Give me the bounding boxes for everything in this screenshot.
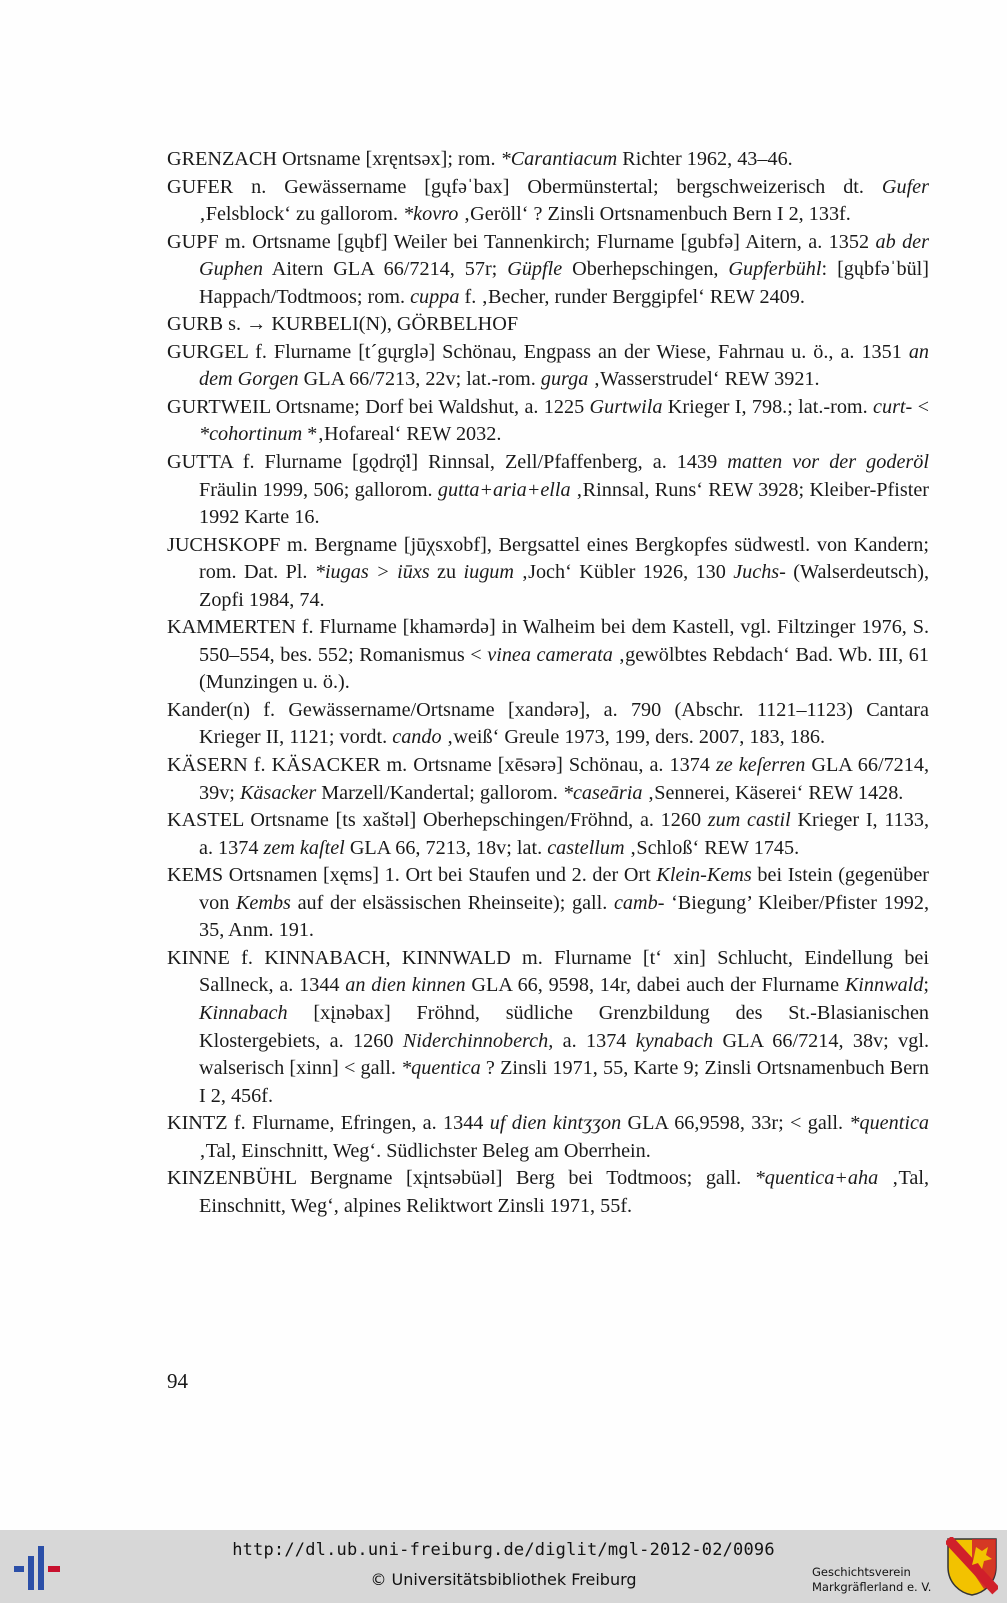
italic-text: Güpfle xyxy=(507,258,563,281)
entry-text: ‚gewölbtes Rebdach‘ Bad. Wb. III, 61 (Munzingen u. ö.). xyxy=(199,643,929,694)
entry-text: ‚Felsblock‘ zu gallorom. xyxy=(199,203,404,226)
dictionary-entry xyxy=(167,339,929,394)
italic-text: *Carantiacum xyxy=(500,148,618,170)
dictionary-entry xyxy=(167,532,929,615)
footer-bar xyxy=(0,1530,1007,1603)
dictionary-entry xyxy=(167,311,929,339)
dictionary-entry xyxy=(167,1110,929,1165)
entry-text: ‚Wasserstrudel‘ REW 3921. xyxy=(588,368,820,391)
dictionary-entry xyxy=(167,146,929,174)
entry-text: GRENZACH Ortsname [xręntsəx]; rom. xyxy=(167,148,501,170)
entry-text: KEMS Ortsnamen [xęms] 1. Ort bei Staufen und 2. der Ort xyxy=(167,864,657,887)
italic-text: Juchs- xyxy=(733,561,786,584)
entry-text: KINNE f. KINNABACH, KINNWALD m. Flurname [t‘ xin] Schlucht, Eindellung bei Sallneck, a. 1344 xyxy=(167,946,929,997)
entry-text: (Walserdeutsch), Zopfi 1984, 74. xyxy=(199,561,929,611)
italic-text: castellum xyxy=(547,836,625,859)
entry-text: *‚Hofareal‘ REW 2032. xyxy=(302,423,502,446)
source-url-link[interactable]: http://dl.ub.uni-freiburg.de/diglit/mgl-2012-02/0096 xyxy=(232,1540,775,1560)
society-line-1: Geschichtsverein xyxy=(812,1565,911,1579)
entry-text: ‚Tal, Einschnitt, Weg‘, alpines Reliktwort Zinsli 1971, 55f. xyxy=(199,1167,930,1217)
entry-text: ; xyxy=(923,974,929,997)
entry-text: zu xyxy=(429,561,464,584)
italic-text: Kinnwald xyxy=(844,974,924,997)
italic-text: *cohortinum xyxy=(199,423,303,446)
italic-text: camb- xyxy=(613,891,665,914)
entry-text: Richter 1962, 43–46. xyxy=(617,148,793,170)
entry-text: GLA 66,9598, 33r; < gall. xyxy=(621,1112,850,1135)
entry-text: ‚Geröll‘ ? Zinsli Ortsnamenbuch Bern I 2, 133f. xyxy=(458,203,851,226)
entry-text: [xįnəbax] Fröhnd, südliche Grenzbildung des St.-Blasianischen Klostergebiets, a. 1260 xyxy=(199,1001,929,1052)
entry-text: Fräulin 1999, 506; gallorom. xyxy=(199,478,438,501)
dictionary-entry xyxy=(167,862,929,945)
copyright-notice: © Universitätsbibliothek Freiburg xyxy=(370,1570,637,1589)
entry-text: GUTTA f. Flurname [gǫdrǫ̈l] Rinnsal, Zell/Pfaffenberg, a. 1439 xyxy=(167,451,728,474)
entry-text: KAMMERTEN f. Flurname [khamərdə] in Walheim bei dem Kastell, vgl. Filtzinger 1976, S. 550–554, bes. 552; Romanismus < xyxy=(167,616,929,666)
italic-text: curt- xyxy=(873,395,913,418)
entry-text: GLA 66/7214, 39v; xyxy=(199,754,929,804)
coat-of-arms-icon xyxy=(946,1537,998,1597)
italic-text: zem kaſtel xyxy=(263,836,345,859)
italic-text: kynabach xyxy=(635,1029,714,1052)
italic-text: *quentica xyxy=(401,1057,481,1080)
dictionary-entry xyxy=(167,449,929,532)
italic-text: Klein-Kems xyxy=(656,864,752,887)
italic-text: ab der Guphen xyxy=(199,230,929,281)
entry-text: GLA 66/7213, 22v; lat.-rom. xyxy=(298,368,541,391)
italic-text: *quentica+aha xyxy=(754,1167,879,1190)
dictionary-entry xyxy=(167,945,929,1110)
italic-text: Kembs xyxy=(235,891,291,914)
society-name xyxy=(812,1565,931,1595)
entry-text: ‚Rinnsal, Runs‘ REW 3928; Kleiber-Pfister 1992 Karte 16. xyxy=(199,478,929,529)
entry-text: ‚weiß‘ Greule 1973, 199, ders. 2007, 183, 186. xyxy=(441,726,826,749)
entry-text: GLA 66/7214, 38v; vgl. walserisch [xinn] < gall. xyxy=(199,1029,929,1080)
entry-text: a. 1374 xyxy=(553,1029,636,1052)
italic-text: Niderchinnoberch, xyxy=(402,1029,554,1052)
entry-text: KINZENBÜHL Bergname [xįntsəbüəl] Berg bei Todtmoos; gall. xyxy=(167,1167,755,1190)
entry-text: KÄSERN f. KÄSACKER m. Ortsname [xēsərə] Schönau, a. 1374 xyxy=(167,754,716,777)
dictionary-entry xyxy=(167,697,929,752)
italic-text: *kovro xyxy=(403,203,459,226)
italic-text: uf dien kintʒʒon xyxy=(489,1112,622,1135)
italic-text: Gurtwila xyxy=(589,395,663,418)
italic-text: matten vor der goderöl xyxy=(727,451,929,474)
entry-text: Aitern GLA 66/7214, 57r; xyxy=(262,258,508,281)
entry-text: ‚Schloß‘ REW 1745. xyxy=(624,836,800,859)
italic-text: *quentica xyxy=(849,1112,929,1135)
italic-text: ze keſerren xyxy=(715,754,806,777)
entry-text: GUFER n. Gewässername [gųfəˈbax] Obermünstertal; bergschweizerisch dt. xyxy=(167,175,882,198)
italic-text: zum castil xyxy=(707,809,791,832)
italic-text: cuppa xyxy=(410,285,460,308)
entry-text: Krieger I, 1133, a. 1374 xyxy=(199,809,929,859)
entry-text: GURGEL f. Flurname [t´gųrglə] Schönau, Engpass an der Wiese, Fahrnau u. ö., a. 1351 xyxy=(167,340,909,363)
entry-text: ‚Sennerei, Käserei‘ REW 1428. xyxy=(642,781,904,804)
entry-text: GURTWEIL Ortsname; Dorf bei Waldshut, a. 1225 xyxy=(167,395,590,418)
entry-text: bei Istein (gegenüber von xyxy=(199,864,930,914)
italic-text: gurga xyxy=(540,368,589,391)
entry-text: GLA 66, 7213, 18v; lat. xyxy=(344,836,548,859)
entry-text: auf der elsässischen Rheinseite); gall. xyxy=(290,891,614,914)
entry-text: GUPF m. Ortsname [gųbf] Weiler bei Tannenkirch; Flurname [gubfə] Aitern, a. 1352 xyxy=(167,230,876,253)
entry-text: JUCHSKOPF m. Bergname [jūχsxobf], Bergsattel eines Bergkopfes südwestl. von Kandern; rom. Dat. Pl. xyxy=(167,533,929,584)
italic-text: an dem Gorgen xyxy=(199,340,929,391)
entry-text: Krieger I, 798.; lat.-rom. xyxy=(662,395,874,418)
dictionary-entry xyxy=(167,807,929,862)
italic-text: Käsacker xyxy=(239,781,317,804)
entry-text: ‚Tal, Einschnitt, Weg‘. Südlichster Beleg am Oberrhein. xyxy=(199,1139,651,1162)
society-line-2: Markgräflerland e. V. xyxy=(812,1580,932,1594)
italic-text: an dien kinnen xyxy=(345,974,466,997)
italic-text: *iugas > iūxs xyxy=(314,561,430,584)
italic-text: Gufer xyxy=(881,175,929,198)
italic-text: vinea camerata xyxy=(487,643,613,666)
entry-text: GLA 66, 9598, 14r, dabei auch der Flurname xyxy=(465,974,845,997)
page-number: 94 xyxy=(167,1369,188,1393)
entry-text: KINTZ f. Flurname, Efringen, a. 1344 xyxy=(167,1112,490,1135)
italic-text: Kinnabach xyxy=(199,1001,288,1024)
italic-text: Gupferbühl xyxy=(728,258,822,281)
dictionary-entry xyxy=(167,174,929,229)
dictionary-entry xyxy=(167,229,929,312)
entry-text: : [gųbfəˈbül] Happach/Todtmoos; rom. xyxy=(199,258,930,308)
dictionary-entries xyxy=(167,146,929,1220)
entry-text: ? Zinsli 1971, 55, Karte 9; Zinsli Ortsnamenbuch Bern I 2, 456f. xyxy=(199,1057,929,1107)
italic-text: iugum xyxy=(463,561,514,584)
entry-text: ‘Biegung’ Kleiber/Pfister 1992, 35, Anm. 191. xyxy=(199,891,930,942)
entry-text: < xyxy=(912,395,929,418)
entry-text: Marzell/Kandertal; gallorom. xyxy=(316,781,563,804)
dictionary-entry xyxy=(167,752,929,807)
entry-text: f. ‚Becher, runder Berggipfel‘ REW 2409. xyxy=(459,285,805,308)
entry-text: KASTEL Ortsname [ts xaštəl] Oberhepschingen/Fröhnd, a. 1260 xyxy=(167,809,708,832)
entry-text: Kander(n) f. Gewässername/Ortsname [xandərə], a. 790 (Abschr. 1121–1123) Cantara Krieger II, 1121; vordt. xyxy=(167,698,929,749)
entry-text: ‚Joch‘ Kübler 1926, 130 xyxy=(513,561,734,584)
entry-text: GURB s. → KURBELI(N), GÖRBELHOF xyxy=(167,313,519,336)
italic-text: gutta+aria+ella xyxy=(437,478,571,501)
italic-text: cando xyxy=(392,726,442,749)
dictionary-entry xyxy=(167,394,929,449)
dictionary-entry xyxy=(167,1165,929,1220)
entry-text: Oberhepschingen, xyxy=(562,258,729,281)
italic-text: *caseāria xyxy=(562,781,643,804)
dictionary-entry xyxy=(167,614,929,697)
